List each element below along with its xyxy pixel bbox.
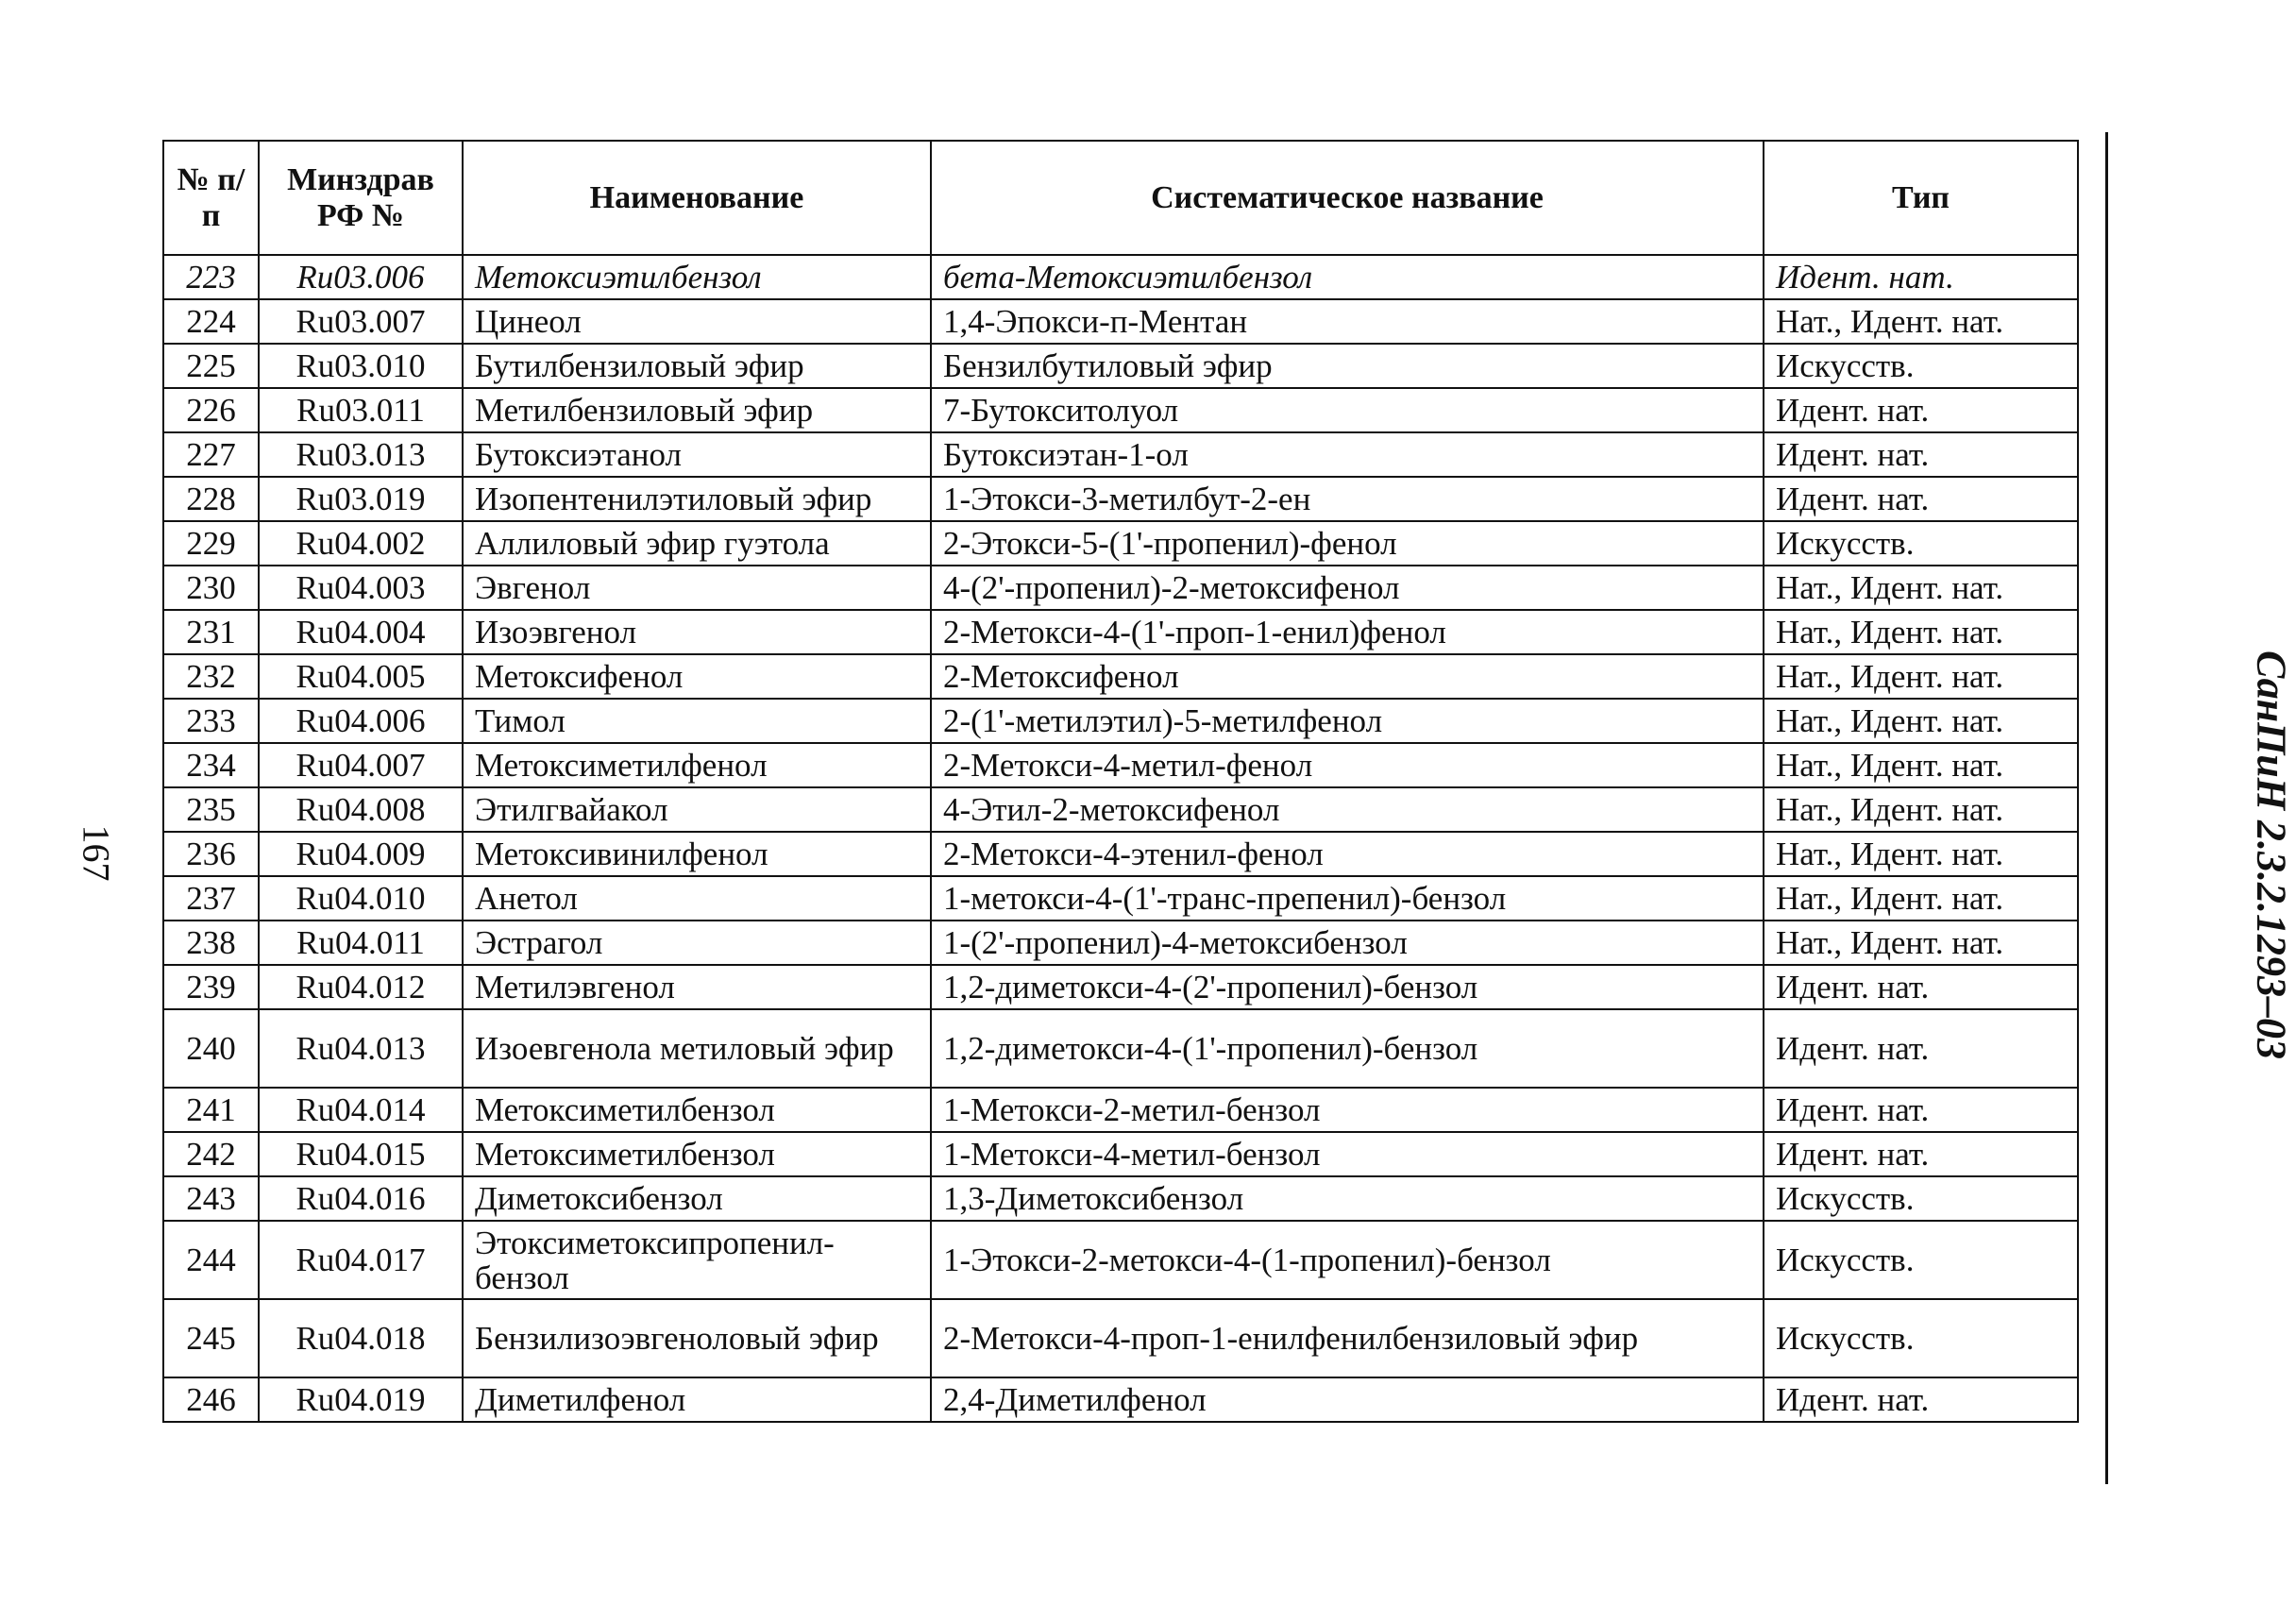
cell-systematic: 1,2-диметокси-4-(2'-пропенил)-бензол <box>931 965 1764 1009</box>
cell-num: 224 <box>163 299 259 344</box>
cell-num: 225 <box>163 344 259 388</box>
cell-name: Метилэвгенол <box>463 965 931 1009</box>
cell-systematic: 2-Метокси-4-проп-1-енилфенилбензиловый эфир <box>931 1299 1764 1377</box>
table-body <box>163 255 2078 1422</box>
cell-name: Изоэвгенол <box>463 610 931 654</box>
cell-type: Нат., Идент. нат. <box>1764 743 2078 787</box>
table-row <box>163 832 2078 876</box>
cell-code: Ru03.006 <box>259 255 463 299</box>
table-row <box>163 921 2078 965</box>
page-number: 167 <box>75 824 118 882</box>
cell-type: Искусств. <box>1764 1299 2078 1377</box>
cell-name: Аллиловый эфир гуэтола <box>463 521 931 566</box>
cell-name: Тимол <box>463 699 931 743</box>
cell-type: Идент. нат. <box>1764 1377 2078 1422</box>
cell-type: Нат., Идент. нат. <box>1764 299 2078 344</box>
cell-code: Ru04.007 <box>259 743 463 787</box>
cell-name: Изопентенилэтиловый эфир <box>463 477 931 521</box>
cell-name: Этилгвайакол <box>463 787 931 832</box>
cell-systematic: бета-Метоксиэтилбензол <box>931 255 1764 299</box>
cell-name: Метоксиметилбензол <box>463 1132 931 1176</box>
cell-num: 239 <box>163 965 259 1009</box>
table-row <box>163 521 2078 566</box>
cell-code: Ru04.016 <box>259 1176 463 1221</box>
cell-systematic: 1-метокси-4-(1'-транс-препенил)-бензол <box>931 876 1764 921</box>
cell-code: Ru03.007 <box>259 299 463 344</box>
header-type: Тип <box>1764 141 2078 255</box>
table-row <box>163 299 2078 344</box>
cell-code: Ru04.015 <box>259 1132 463 1176</box>
cell-code: Ru03.019 <box>259 477 463 521</box>
cell-code: Ru04.013 <box>259 1009 463 1088</box>
table-row <box>163 344 2078 388</box>
header-systematic: Систематическое название <box>931 141 1764 255</box>
cell-systematic: 2-Этокси-5-(1'-пропенил)-фенол <box>931 521 1764 566</box>
cell-name: Метоксифенол <box>463 654 931 699</box>
cell-code: Ru04.005 <box>259 654 463 699</box>
cell-num: 240 <box>163 1009 259 1088</box>
cell-num: 238 <box>163 921 259 965</box>
cell-name: Этоксиметоксипропенил-бензол <box>463 1221 931 1299</box>
cell-systematic: 4-Этил-2-метоксифенол <box>931 787 1764 832</box>
cell-systematic: 2-Метокси-4-(1'-проп-1-енил)фенол <box>931 610 1764 654</box>
cell-name: Диметоксибензол <box>463 1176 931 1221</box>
cell-type: Идент. нат. <box>1764 1009 2078 1088</box>
table-row <box>163 1176 2078 1221</box>
cell-type: Идент. нат. <box>1764 255 2078 299</box>
cell-type: Идент. нат. <box>1764 1132 2078 1176</box>
cell-name: Эстрагол <box>463 921 931 965</box>
cell-type: Нат., Идент. нат. <box>1764 654 2078 699</box>
table-row <box>163 432 2078 477</box>
cell-type: Искусств. <box>1764 1176 2078 1221</box>
cell-type: Искусств. <box>1764 521 2078 566</box>
table-row <box>163 566 2078 610</box>
cell-name: Метилбензиловый эфир <box>463 388 931 432</box>
table-row <box>163 965 2078 1009</box>
cell-num: 231 <box>163 610 259 654</box>
side-rule <box>2105 132 2108 1484</box>
header-name: Наименование <box>463 141 931 255</box>
substances-table <box>162 140 2079 1423</box>
cell-name: Метоксивинилфенол <box>463 832 931 876</box>
cell-type: Нат., Идент. нат. <box>1764 832 2078 876</box>
cell-num: 234 <box>163 743 259 787</box>
cell-systematic: 1-Этокси-2-метокси-4-(1-пропенил)-бензол <box>931 1221 1764 1299</box>
cell-num: 244 <box>163 1221 259 1299</box>
cell-systematic: 1,4-Эпокси-п-Ментан <box>931 299 1764 344</box>
cell-type: Нат., Идент. нат. <box>1764 876 2078 921</box>
table-row <box>163 610 2078 654</box>
table-row <box>163 1009 2078 1088</box>
cell-type: Идент. нат. <box>1764 388 2078 432</box>
cell-num: 226 <box>163 388 259 432</box>
cell-type: Искусств. <box>1764 1221 2078 1299</box>
cell-code: Ru04.010 <box>259 876 463 921</box>
cell-type: Нат., Идент. нат. <box>1764 787 2078 832</box>
cell-systematic: Бензилбутиловый эфир <box>931 344 1764 388</box>
cell-type: Нат., Идент. нат. <box>1764 610 2078 654</box>
header-code: Минздрав РФ № <box>259 141 463 255</box>
cell-type: Идент. нат. <box>1764 1088 2078 1132</box>
cell-code: Ru04.017 <box>259 1221 463 1299</box>
cell-systematic: 4-(2'-пропенил)-2-метоксифенол <box>931 566 1764 610</box>
cell-code: Ru03.013 <box>259 432 463 477</box>
cell-systematic: 1-Метокси-2-метил-бензол <box>931 1088 1764 1132</box>
cell-code: Ru04.009 <box>259 832 463 876</box>
cell-num: 232 <box>163 654 259 699</box>
cell-systematic: 1-Этокси-3-метилбут-2-ен <box>931 477 1764 521</box>
cell-num: 230 <box>163 566 259 610</box>
cell-name: Метоксиметилфенол <box>463 743 931 787</box>
cell-type: Искусств. <box>1764 344 2078 388</box>
cell-num: 237 <box>163 876 259 921</box>
cell-name: Метоксиметилбензол <box>463 1088 931 1132</box>
cell-code: Ru04.014 <box>259 1088 463 1132</box>
cell-type: Идент. нат. <box>1764 432 2078 477</box>
cell-systematic: 7-Бутокситолуол <box>931 388 1764 432</box>
cell-num: 227 <box>163 432 259 477</box>
cell-systematic: 1,3-Диметоксибензол <box>931 1176 1764 1221</box>
cell-num: 223 <box>163 255 259 299</box>
cell-num: 229 <box>163 521 259 566</box>
table-row <box>163 1132 2078 1176</box>
cell-systematic: 1-(2'-пропенил)-4-метоксибензол <box>931 921 1764 965</box>
cell-code: Ru04.003 <box>259 566 463 610</box>
cell-num: 233 <box>163 699 259 743</box>
cell-code: Ru04.011 <box>259 921 463 965</box>
cell-num: 235 <box>163 787 259 832</box>
cell-code: Ru04.006 <box>259 699 463 743</box>
cell-systematic: 1,2-диметокси-4-(1'-пропенил)-бензол <box>931 1009 1764 1088</box>
cell-code: Ru04.012 <box>259 965 463 1009</box>
table-header <box>163 141 2078 255</box>
cell-name: Бутоксиэтанол <box>463 432 931 477</box>
cell-num: 243 <box>163 1176 259 1221</box>
cell-name: Цинеол <box>463 299 931 344</box>
cell-code: Ru04.002 <box>259 521 463 566</box>
cell-name: Изоевгенола метиловый эфир <box>463 1009 931 1088</box>
cell-systematic: Бутоксиэтан-1-ол <box>931 432 1764 477</box>
cell-systematic: 2-Метоксифенол <box>931 654 1764 699</box>
cell-num: 241 <box>163 1088 259 1132</box>
table-row <box>163 255 2078 299</box>
cell-type: Нат., Идент. нат. <box>1764 699 2078 743</box>
table-row <box>163 699 2078 743</box>
cell-systematic: 2,4-Диметилфенол <box>931 1377 1764 1422</box>
cell-type: Идент. нат. <box>1764 477 2078 521</box>
cell-type: Идент. нат. <box>1764 965 2078 1009</box>
table-row <box>163 1221 2078 1299</box>
cell-systematic: 1-Метокси-4-метил-бензол <box>931 1132 1764 1176</box>
cell-name: Метоксиэтилбензол <box>463 255 931 299</box>
cell-systematic: 2-(1'-метилэтил)-5-метилфенол <box>931 699 1764 743</box>
table-row <box>163 1088 2078 1132</box>
cell-name: Эвгенол <box>463 566 931 610</box>
cell-code: Ru03.011 <box>259 388 463 432</box>
document-code: СанПиН 2.3.2.1293–03 <box>2248 650 2295 1059</box>
cell-name: Анетол <box>463 876 931 921</box>
table-row <box>163 388 2078 432</box>
cell-num: 245 <box>163 1299 259 1377</box>
cell-code: Ru04.019 <box>259 1377 463 1422</box>
table-row <box>163 787 2078 832</box>
header-num: № п/п <box>163 141 259 255</box>
cell-name: Бензилизоэвгеноловый эфир <box>463 1299 931 1377</box>
cell-num: 228 <box>163 477 259 521</box>
cell-code: Ru04.018 <box>259 1299 463 1377</box>
table-row <box>163 477 2078 521</box>
cell-systematic: 2-Метокси-4-этенил-фенол <box>931 832 1764 876</box>
cell-num: 236 <box>163 832 259 876</box>
cell-name: Бутилбензиловый эфир <box>463 344 931 388</box>
table-row <box>163 1377 2078 1422</box>
header-row <box>163 141 2078 255</box>
table-row <box>163 1299 2078 1377</box>
cell-systematic: 2-Метокси-4-метил-фенол <box>931 743 1764 787</box>
cell-type: Нат., Идент. нат. <box>1764 566 2078 610</box>
table-row <box>163 654 2078 699</box>
table-row <box>163 743 2078 787</box>
cell-num: 246 <box>163 1377 259 1422</box>
cell-type: Нат., Идент. нат. <box>1764 921 2078 965</box>
cell-name: Диметилфенол <box>463 1377 931 1422</box>
cell-code: Ru03.010 <box>259 344 463 388</box>
cell-code: Ru04.008 <box>259 787 463 832</box>
cell-code: Ru04.004 <box>259 610 463 654</box>
cell-num: 242 <box>163 1132 259 1176</box>
table-row <box>163 876 2078 921</box>
